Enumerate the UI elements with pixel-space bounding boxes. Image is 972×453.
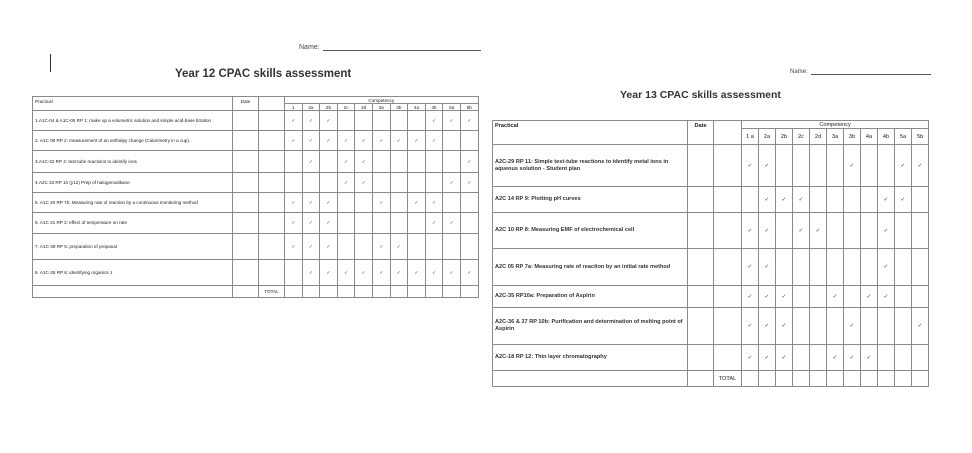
competency-tick-cell[interactable]: ✓: [285, 131, 303, 151]
competency-tick-cell[interactable]: ✓: [460, 151, 478, 173]
competency-tick-cell[interactable]: ✓: [320, 260, 338, 286]
competency-tick-cell[interactable]: [827, 249, 844, 286]
table-row: [493, 286, 929, 308]
practical-name: A2C-18 RP 12: Thin layer chromatography: [493, 345, 688, 371]
total-row: [33, 286, 479, 298]
competency-tick-cell[interactable]: ✓: [285, 193, 303, 213]
competency-tick-cell[interactable]: ✓: [320, 111, 338, 131]
competency-header: Competency: [742, 121, 929, 129]
competency-tick-cell[interactable]: [320, 173, 338, 193]
competency-tick-cell[interactable]: [425, 151, 443, 173]
competency-tick-cell[interactable]: ✓: [878, 249, 895, 286]
competency-column-header: 5a: [443, 104, 461, 111]
competency-tick-cell[interactable]: [285, 260, 303, 286]
competency-tick-cell[interactable]: [895, 308, 912, 345]
practical-name: A2C-29 RP 11: Simple test-tube reactions to identify metal ions in aqueous solution - Student plan: [493, 145, 688, 187]
total-cell[interactable]: [827, 371, 844, 387]
competency-tick-cell[interactable]: ✓: [793, 213, 810, 249]
total-cell[interactable]: [355, 286, 373, 298]
table-row: [33, 151, 479, 173]
competency-tick-cell[interactable]: [861, 187, 878, 213]
competency-column-header: 5b: [460, 104, 478, 111]
competency-tick-cell[interactable]: ✓: [408, 193, 426, 213]
competency-tick-cell[interactable]: [443, 234, 461, 260]
competency-tick-cell[interactable]: ✓: [408, 260, 426, 286]
blank-cell[interactable]: [259, 213, 285, 234]
competency-tick-cell[interactable]: ✓: [320, 193, 338, 213]
practical-name: 2. A1C 08 RP 2: measurement of an enthalpy change (Calorimetry in a cup).: [33, 131, 233, 151]
competency-tick-cell[interactable]: ✓: [337, 151, 355, 173]
date-cell[interactable]: [688, 286, 714, 308]
blank-cell[interactable]: [714, 249, 742, 286]
competency-tick-cell[interactable]: [425, 234, 443, 260]
date-header: Date: [233, 97, 259, 111]
blank-cell[interactable]: [259, 173, 285, 193]
competency-column-header: 5a: [895, 129, 912, 145]
competency-tick-cell[interactable]: ✓: [776, 187, 793, 213]
table-row: [493, 249, 929, 286]
table-row: [33, 131, 479, 151]
competency-column-header: 4a: [408, 104, 426, 111]
competency-tick-cell[interactable]: [895, 345, 912, 371]
competency-tick-cell[interactable]: [912, 213, 929, 249]
date-cell[interactable]: [233, 131, 259, 151]
competency-tick-cell[interactable]: [912, 187, 929, 213]
competency-tick-cell[interactable]: [460, 213, 478, 234]
competency-tick-cell[interactable]: ✓: [302, 151, 320, 173]
competency-tick-cell[interactable]: ✓: [759, 249, 776, 286]
blank-cell[interactable]: [259, 151, 285, 173]
competency-tick-cell[interactable]: [827, 145, 844, 187]
competency-tick-cell[interactable]: ✓: [408, 131, 426, 151]
competency-tick-cell[interactable]: ✓: [302, 213, 320, 234]
total-cell[interactable]: [895, 371, 912, 387]
competency-tick-cell[interactable]: ✓: [895, 187, 912, 213]
competency-tick-cell[interactable]: [285, 151, 303, 173]
table-row: [493, 145, 929, 187]
competency-tick-cell[interactable]: [878, 345, 895, 371]
competency-tick-cell[interactable]: ✓: [337, 260, 355, 286]
total-label: TOTAL: [714, 371, 742, 387]
competency-tick-cell[interactable]: ✓: [372, 131, 390, 151]
table-row: [493, 187, 929, 213]
blank-header-cell: [259, 97, 285, 111]
competency-column-header: 3a: [372, 104, 390, 111]
competency-tick-cell[interactable]: [810, 345, 827, 371]
competency-tick-cell[interactable]: ✓: [844, 308, 861, 345]
blank-cell[interactable]: [259, 111, 285, 131]
practical-name: A2C-36 & 37 RP 10b: Purification and determination of melting point of Aspirin: [493, 308, 688, 345]
competency-tick-cell[interactable]: ✓: [742, 308, 759, 345]
competency-tick-cell[interactable]: [390, 213, 408, 234]
competency-tick-cell[interactable]: ✓: [759, 213, 776, 249]
competency-column-header: 4b: [878, 129, 895, 145]
competency-tick-cell[interactable]: [844, 213, 861, 249]
competency-tick-cell[interactable]: [793, 145, 810, 187]
total-cell[interactable]: [861, 371, 878, 387]
competency-tick-cell[interactable]: [460, 131, 478, 151]
competency-tick-cell[interactable]: [460, 193, 478, 213]
total-blank-cell: [33, 286, 233, 298]
table-row: [493, 213, 929, 249]
competency-tick-cell[interactable]: ✓: [844, 145, 861, 187]
table-row: [33, 234, 479, 260]
practical-name: 1.A1C-04 & A1C-05 RP 1: make up a volumetric solution and simple acid-base titration: [33, 111, 233, 131]
competency-tick-cell[interactable]: [390, 193, 408, 213]
competency-tick-cell[interactable]: [810, 308, 827, 345]
competency-tick-cell[interactable]: ✓: [878, 187, 895, 213]
competency-tick-cell[interactable]: ✓: [443, 213, 461, 234]
competency-column-header: 3b: [844, 129, 861, 145]
practical-name: 5. A1C 20 RP 7b: Measuring rate of reaction by a continuous monitoring method: [33, 193, 233, 213]
competency-table: [492, 120, 929, 387]
competency-tick-cell[interactable]: ✓: [460, 111, 478, 131]
competency-tick-cell[interactable]: ✓: [355, 151, 373, 173]
competency-tick-cell[interactable]: [861, 145, 878, 187]
competency-tick-cell[interactable]: ✓: [425, 260, 443, 286]
date-cell[interactable]: [688, 213, 714, 249]
competency-tick-cell[interactable]: [355, 193, 373, 213]
competency-header: Competency: [285, 97, 479, 104]
competency-tick-cell[interactable]: ✓: [425, 213, 443, 234]
competency-tick-cell[interactable]: ✓: [285, 234, 303, 260]
total-cell[interactable]: [337, 286, 355, 298]
practical-name: A2C 14 RP 9: Plotting pH curves: [493, 187, 688, 213]
competency-column-header: 4b: [425, 104, 443, 111]
blank-cell[interactable]: [714, 345, 742, 371]
competency-tick-cell[interactable]: [793, 249, 810, 286]
competency-tick-cell[interactable]: ✓: [285, 111, 303, 131]
date-cell[interactable]: [688, 145, 714, 187]
competency-tick-cell[interactable]: [372, 111, 390, 131]
competency-tick-cell[interactable]: [793, 308, 810, 345]
competency-tick-cell[interactable]: ✓: [759, 286, 776, 308]
date-header: Date: [688, 121, 714, 145]
total-cell[interactable]: [793, 371, 810, 387]
total-cell[interactable]: [285, 286, 303, 298]
competency-tick-cell[interactable]: [895, 286, 912, 308]
competency-tick-cell[interactable]: [372, 151, 390, 173]
date-cell[interactable]: [688, 308, 714, 345]
total-cell[interactable]: [408, 286, 426, 298]
competency-tick-cell[interactable]: ✓: [425, 193, 443, 213]
competency-tick-cell[interactable]: [810, 187, 827, 213]
competency-tick-cell[interactable]: [320, 151, 338, 173]
total-blank-cell: [688, 371, 714, 387]
blank-cell[interactable]: [259, 234, 285, 260]
competency-tick-cell[interactable]: [408, 151, 426, 173]
competency-column-header: 5b: [912, 129, 929, 145]
competency-tick-cell[interactable]: ✓: [355, 131, 373, 151]
competency-tick-cell[interactable]: ✓: [443, 111, 461, 131]
competency-tick-cell[interactable]: ✓: [443, 260, 461, 286]
competency-tick-cell[interactable]: [878, 145, 895, 187]
competency-tick-cell[interactable]: ✓: [912, 145, 929, 187]
total-cell[interactable]: [320, 286, 338, 298]
competency-tick-cell[interactable]: [355, 111, 373, 131]
competency-tick-cell[interactable]: ✓: [425, 131, 443, 151]
date-cell[interactable]: [688, 249, 714, 286]
total-cell[interactable]: [302, 286, 320, 298]
competency-tick-cell[interactable]: ✓: [742, 345, 759, 371]
competency-tick-cell[interactable]: [776, 213, 793, 249]
date-cell[interactable]: [688, 187, 714, 213]
table-row: [33, 111, 479, 131]
competency-tick-cell[interactable]: [337, 193, 355, 213]
practical-name: A2C 05 RP 7a: Measuring rate of reaction by an initial rate method: [493, 249, 688, 286]
total-cell[interactable]: [460, 286, 478, 298]
total-cell[interactable]: [759, 371, 776, 387]
competency-tick-cell[interactable]: [912, 249, 929, 286]
competency-tick-cell[interactable]: [337, 111, 355, 131]
practical-name: 7. A1C-39 RP 5: preparation of propanal: [33, 234, 233, 260]
date-cell[interactable]: [688, 345, 714, 371]
competency-tick-cell[interactable]: [861, 213, 878, 249]
competency-column-header: 4a: [861, 129, 878, 145]
competency-tick-cell[interactable]: [355, 213, 373, 234]
competency-tick-cell[interactable]: ✓: [844, 345, 861, 371]
total-cell[interactable]: [390, 286, 408, 298]
competency-tick-cell[interactable]: ✓: [460, 173, 478, 193]
competency-tick-cell[interactable]: [793, 286, 810, 308]
total-cell[interactable]: [912, 371, 929, 387]
table-row: [33, 213, 479, 234]
blank-cell[interactable]: [259, 260, 285, 286]
table-row: [493, 308, 929, 345]
competency-tick-cell[interactable]: ✓: [759, 145, 776, 187]
competency-column-header: 2d: [810, 129, 827, 145]
competency-tick-cell[interactable]: [285, 173, 303, 193]
date-cell[interactable]: [233, 111, 259, 131]
competency-tick-cell[interactable]: ✓: [302, 193, 320, 213]
competency-column-header: 1: [285, 104, 303, 111]
competency-tick-cell[interactable]: [390, 111, 408, 131]
competency-tick-cell[interactable]: [895, 249, 912, 286]
competency-column-header: 2a: [302, 104, 320, 111]
competency-tick-cell[interactable]: ✓: [390, 260, 408, 286]
competency-tick-cell[interactable]: [810, 286, 827, 308]
competency-tick-cell[interactable]: ✓: [742, 145, 759, 187]
competency-tick-cell[interactable]: ✓: [861, 286, 878, 308]
competency-tick-cell[interactable]: [337, 213, 355, 234]
blank-cell[interactable]: [714, 308, 742, 345]
blank-header-cell: [714, 121, 742, 145]
competency-tick-cell[interactable]: ✓: [302, 234, 320, 260]
competency-tick-cell[interactable]: ✓: [776, 345, 793, 371]
date-cell[interactable]: [233, 213, 259, 234]
total-cell[interactable]: [425, 286, 443, 298]
date-cell[interactable]: [233, 193, 259, 213]
competency-tick-cell[interactable]: ✓: [912, 308, 929, 345]
competency-tick-cell[interactable]: ✓: [895, 145, 912, 187]
competency-tick-cell[interactable]: ✓: [390, 234, 408, 260]
competency-tick-cell[interactable]: ✓: [827, 286, 844, 308]
total-blank-cell: [493, 371, 688, 387]
competency-tick-cell[interactable]: ✓: [425, 111, 443, 131]
competency-tick-cell[interactable]: ✓: [861, 345, 878, 371]
competency-tick-cell[interactable]: ✓: [320, 213, 338, 234]
total-cell[interactable]: [742, 371, 759, 387]
competency-tick-cell[interactable]: ✓: [742, 213, 759, 249]
competency-tick-cell[interactable]: ✓: [793, 187, 810, 213]
name-label: Name:: [790, 69, 808, 75]
blank-cell[interactable]: [714, 187, 742, 213]
competency-tick-cell[interactable]: [408, 173, 426, 193]
competency-tick-cell[interactable]: [443, 151, 461, 173]
name-underline[interactable]: [811, 67, 931, 75]
total-cell[interactable]: [878, 371, 895, 387]
practical-header: Practical: [493, 121, 688, 145]
practical-name: 6. A1C 21 RP 3: effect of temperature on rate: [33, 213, 233, 234]
competency-column-header: 3a: [827, 129, 844, 145]
competency-tick-cell[interactable]: [408, 111, 426, 131]
practical-name: 4.A2C 33 RP 10 (y12) Prep of halogenoalkane: [33, 173, 233, 193]
competency-tick-cell[interactable]: [861, 249, 878, 286]
total-cell[interactable]: [443, 286, 461, 298]
name-field[interactable]: [299, 43, 481, 51]
competency-tick-cell[interactable]: ✓: [372, 260, 390, 286]
competency-tick-cell[interactable]: [827, 187, 844, 213]
competency-tick-cell[interactable]: ✓: [776, 308, 793, 345]
competency-tick-cell[interactable]: [861, 308, 878, 345]
table-row: [493, 345, 929, 371]
competency-tick-cell[interactable]: [337, 234, 355, 260]
competency-tick-cell[interactable]: ✓: [742, 249, 759, 286]
competency-tick-cell[interactable]: ✓: [742, 286, 759, 308]
total-cell[interactable]: [810, 371, 827, 387]
competency-tick-cell[interactable]: [810, 145, 827, 187]
competency-tick-cell[interactable]: [776, 145, 793, 187]
competency-tick-cell[interactable]: [844, 286, 861, 308]
date-cell[interactable]: [233, 151, 259, 173]
name-underline[interactable]: [323, 43, 481, 51]
text-cursor: [50, 54, 51, 72]
practical-name: A2C-35 RP10a: Preparation of Aspirin: [493, 286, 688, 308]
competency-tick-cell[interactable]: [793, 345, 810, 371]
competency-tick-cell[interactable]: [810, 249, 827, 286]
competency-tick-cell[interactable]: ✓: [878, 286, 895, 308]
competency-tick-cell[interactable]: ✓: [443, 173, 461, 193]
competency-column-header: 2a: [759, 129, 776, 145]
competency-tick-cell[interactable]: [844, 249, 861, 286]
blank-cell[interactable]: [259, 193, 285, 213]
total-cell[interactable]: [372, 286, 390, 298]
practical-name: A2C 10 RP 8: Measuring EMF of electrochemical cell: [493, 213, 688, 249]
competency-tick-cell[interactable]: ✓: [355, 260, 373, 286]
competency-column-header: 2b: [776, 129, 793, 145]
competency-tick-cell[interactable]: [776, 249, 793, 286]
competency-column-header: 2b: [320, 104, 338, 111]
total-label: TOTAL: [259, 286, 285, 298]
practical-name: 8. A1C-25 RP 6: identifying organics 1: [33, 260, 233, 286]
competency-tick-cell[interactable]: [895, 213, 912, 249]
competency-tick-cell[interactable]: ✓: [320, 234, 338, 260]
competency-tick-cell[interactable]: ✓: [302, 111, 320, 131]
competency-table: [32, 96, 479, 298]
competency-tick-cell[interactable]: ✓: [355, 173, 373, 193]
total-blank-cell: [233, 286, 259, 298]
competency-tick-cell[interactable]: ✓: [878, 213, 895, 249]
page-title: Year 13 CPAC skills assessment: [620, 89, 781, 101]
competency-tick-cell[interactable]: [912, 286, 929, 308]
competency-tick-cell[interactable]: ✓: [302, 131, 320, 151]
competency-tick-cell[interactable]: [878, 308, 895, 345]
competency-tick-cell[interactable]: [390, 151, 408, 173]
competency-tick-cell[interactable]: ✓: [337, 131, 355, 151]
competency-tick-cell[interactable]: ✓: [776, 286, 793, 308]
total-cell[interactable]: [776, 371, 793, 387]
competency-tick-cell[interactable]: ✓: [372, 193, 390, 213]
table-row: [33, 193, 479, 213]
competency-tick-cell[interactable]: ✓: [320, 131, 338, 151]
table-row: [33, 260, 479, 286]
competency-tick-cell[interactable]: [372, 173, 390, 193]
competency-column-header: 3b: [390, 104, 408, 111]
total-cell[interactable]: [844, 371, 861, 387]
competency-tick-cell[interactable]: [460, 234, 478, 260]
competency-tick-cell[interactable]: [408, 234, 426, 260]
competency-tick-cell[interactable]: ✓: [759, 345, 776, 371]
competency-tick-cell[interactable]: ✓: [759, 187, 776, 213]
date-cell[interactable]: [233, 234, 259, 260]
competency-tick-cell[interactable]: [302, 173, 320, 193]
total-row: [493, 371, 929, 387]
practical-name: 3.A1C-32 RP 4: test-tube reactions to identify ions: [33, 151, 233, 173]
competency-tick-cell[interactable]: ✓: [810, 213, 827, 249]
date-cell[interactable]: [233, 260, 259, 286]
blank-cell[interactable]: [714, 213, 742, 249]
competency-tick-cell[interactable]: [443, 131, 461, 151]
competency-tick-cell[interactable]: ✓: [285, 213, 303, 234]
competency-tick-cell[interactable]: [372, 213, 390, 234]
competency-tick-cell[interactable]: ✓: [390, 131, 408, 151]
competency-column-header: 2d: [355, 104, 373, 111]
practical-header: Practical: [33, 97, 233, 111]
competency-column-header: 2c: [337, 104, 355, 111]
competency-tick-cell[interactable]: ✓: [337, 173, 355, 193]
competency-tick-cell[interactable]: [827, 308, 844, 345]
competency-tick-cell[interactable]: ✓: [372, 234, 390, 260]
competency-tick-cell[interactable]: [408, 213, 426, 234]
competency-column-header: 2c: [793, 129, 810, 145]
competency-tick-cell[interactable]: ✓: [302, 260, 320, 286]
competency-tick-cell[interactable]: ✓: [460, 260, 478, 286]
table-row: [33, 173, 479, 193]
competency-tick-cell[interactable]: [844, 187, 861, 213]
page-title: Year 12 CPAC skills assessment: [175, 68, 352, 80]
competency-tick-cell[interactable]: [355, 234, 373, 260]
competency-tick-cell[interactable]: [443, 193, 461, 213]
blank-cell[interactable]: [714, 145, 742, 187]
competency-tick-cell[interactable]: [827, 213, 844, 249]
competency-tick-cell[interactable]: [912, 345, 929, 371]
competency-tick-cell[interactable]: [390, 173, 408, 193]
date-cell[interactable]: [233, 173, 259, 193]
competency-tick-cell[interactable]: ✓: [759, 308, 776, 345]
competency-tick-cell[interactable]: ✓: [827, 345, 844, 371]
competency-tick-cell[interactable]: [742, 187, 759, 213]
name-field[interactable]: [790, 67, 931, 75]
name-label: Name:: [299, 44, 320, 51]
competency-column-header: 1 a: [742, 129, 759, 145]
competency-tick-cell[interactable]: [425, 173, 443, 193]
blank-cell[interactable]: [259, 131, 285, 151]
blank-cell[interactable]: [714, 286, 742, 308]
